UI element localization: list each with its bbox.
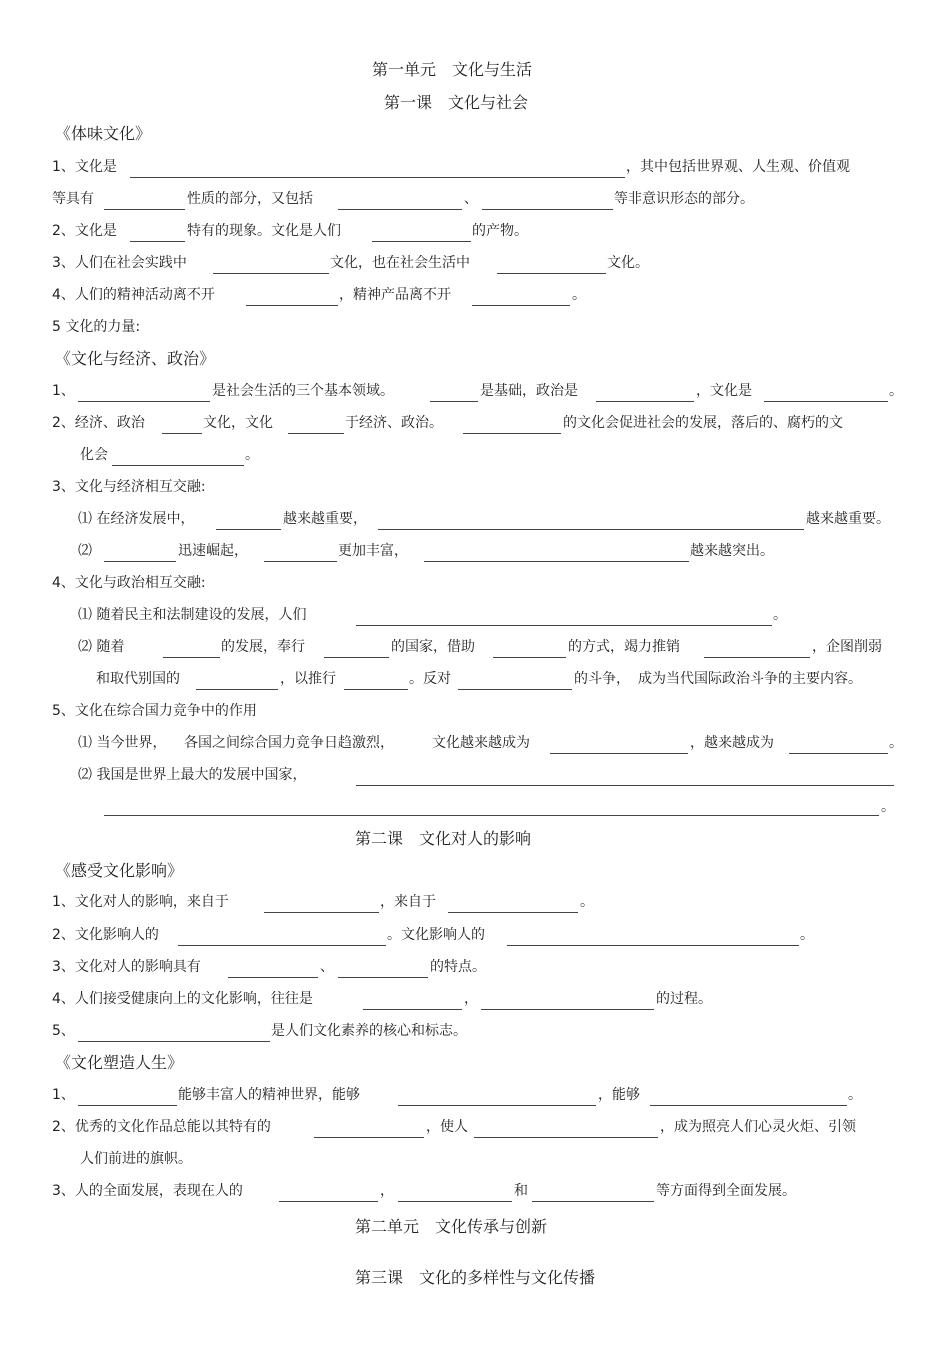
answer-blank[interactable] <box>398 1105 596 1106</box>
question-text: ⑴ 随着民主和法制建设的发展，人们 <box>78 607 307 623</box>
question-text: 是基础，政治是 <box>480 383 578 399</box>
question-text: 5 文化的力量: <box>52 319 141 335</box>
answer-blank[interactable] <box>474 1137 658 1138</box>
answer-blank[interactable] <box>288 433 344 434</box>
answer-blank[interactable] <box>463 433 561 434</box>
unit2-title: 第二单元 文化传承与创新 <box>355 1217 548 1236</box>
answer-blank[interactable] <box>213 273 329 274</box>
answer-blank[interactable] <box>112 465 244 466</box>
question-text: ⑴ 当今世界， <box>78 735 167 751</box>
question-text: 2、文化是 <box>52 223 117 239</box>
question-text: 性质的部分，又包括 <box>187 191 313 207</box>
answer-blank[interactable] <box>228 977 318 978</box>
question-text: 。 <box>245 447 259 463</box>
question-text: 文化越来越成为 <box>432 735 530 751</box>
question-text: 2、文化影响人的 <box>52 927 159 943</box>
question-text: 的产物。 <box>472 223 528 239</box>
question-text: 的斗争， <box>574 671 630 687</box>
question-text: 各国之间综合国力竞争日趋激烈， <box>184 735 394 751</box>
section-heading: 《体味文化》 <box>55 124 152 143</box>
question-text: ，来自于 <box>380 894 436 910</box>
question-text: 文化，也在社会生活中 <box>330 255 470 271</box>
question-text: 化会 <box>80 447 108 463</box>
question-text: 。文化影响人的 <box>387 927 485 943</box>
question-text: 越来越重要。 <box>806 511 890 527</box>
question-text: 1、 <box>52 1087 75 1103</box>
answer-blank[interactable] <box>196 689 278 690</box>
question-text: 特有的现象。文化是人们 <box>187 223 341 239</box>
answer-blank[interactable] <box>532 1201 654 1202</box>
question-text: 等具有 <box>52 191 94 207</box>
answer-blank[interactable] <box>550 753 688 754</box>
question-text: 4、人们的精神活动离不开 <box>52 287 215 303</box>
answer-blank[interactable] <box>378 529 804 530</box>
question-text: ，能够 <box>598 1087 640 1103</box>
question-text: 于经济、政治。 <box>345 415 443 431</box>
question-text: ⑵ 随着 <box>78 639 125 655</box>
question-text: 4、人们接受健康向上的文化影响，往往是 <box>52 991 313 1007</box>
question-text: 越来越重要， <box>283 511 367 527</box>
question-text: ，以推行 <box>280 671 336 687</box>
question-text: 。 <box>572 287 586 303</box>
question-text: ，企图削弱 <box>812 639 882 655</box>
question-text: ，其中包括世界观、人生观、价值观 <box>626 159 850 175</box>
answer-blank[interactable] <box>344 689 408 690</box>
answer-blank[interactable] <box>704 657 810 658</box>
question-text: 和取代别国的 <box>96 671 180 687</box>
lesson2-title: 第二课 文化对人的影响 <box>355 829 532 848</box>
question-text: 。 <box>889 735 903 751</box>
question-text: 。 <box>889 383 903 399</box>
answer-blank[interactable] <box>789 753 888 754</box>
question-text: 等方面得到全面发展。 <box>656 1183 796 1199</box>
question-text: ，成为照亮人们心灵火炬、引领 <box>660 1119 856 1135</box>
answer-blank[interactable] <box>448 912 578 913</box>
question-text: 、 <box>464 191 478 207</box>
question-text: 。 <box>881 799 895 815</box>
question-text: ， <box>380 1183 394 1199</box>
question-text: 的方式，竭力推销 <box>568 639 680 655</box>
answer-blank[interactable] <box>356 785 894 786</box>
question-text: 的特点。 <box>430 959 486 975</box>
answer-blank[interactable] <box>481 1009 654 1010</box>
question-text: 。反对 <box>409 671 451 687</box>
answer-blank[interactable] <box>596 401 694 402</box>
question-text: 3、文化与经济相互交融: <box>52 479 206 495</box>
question-text: ，精神产品离不开 <box>339 287 451 303</box>
question-text: 1、文化对人的影响，来自于 <box>52 894 229 910</box>
answer-blank[interactable] <box>356 625 772 626</box>
question-text: 。 <box>580 894 594 910</box>
question-text: 5、文化在综合国力竞争中的作用 <box>52 703 257 719</box>
section-heading: 《文化与经济、政治》 <box>55 349 216 368</box>
answer-blank[interactable] <box>338 977 428 978</box>
answer-blank[interactable] <box>264 912 379 913</box>
answer-blank[interactable] <box>78 401 210 402</box>
answer-blank[interactable] <box>178 945 386 946</box>
question-text: 。 <box>800 927 814 943</box>
question-text: ⑴ 在经济发展中， <box>78 511 195 527</box>
question-text: 3、文化对人的影响具有 <box>52 959 201 975</box>
answer-blank[interactable] <box>130 177 625 178</box>
question-text: 5、 <box>52 1023 75 1039</box>
question-text: 人们前进的旗帜。 <box>80 1151 192 1167</box>
question-text: ⑵ 我国是世界上最大的发展中国家， <box>78 767 307 783</box>
question-text: 3、人们在社会实践中 <box>52 255 187 271</box>
unit1-title: 第一单元 文化与生活 <box>372 60 533 79</box>
answer-blank[interactable] <box>324 657 389 658</box>
answer-blank[interactable] <box>650 1105 847 1106</box>
question-text: 文化。 <box>607 255 649 271</box>
answer-blank[interactable] <box>398 1201 512 1202</box>
question-text: 。 <box>848 1087 862 1103</box>
question-text: 2、经济、政治 <box>52 415 145 431</box>
question-text: ，使人 <box>426 1119 468 1135</box>
question-text: 3、人的全面发展，表现在人的 <box>52 1183 243 1199</box>
answer-blank[interactable] <box>472 305 570 306</box>
question-text: 1、 <box>52 383 75 399</box>
answer-blank[interactable] <box>430 401 478 402</box>
section-heading: 《文化塑造人生》 <box>55 1053 184 1072</box>
question-text: 是人们文化素养的核心和标志。 <box>271 1023 467 1039</box>
answer-blank[interactable] <box>482 209 613 210</box>
answer-blank[interactable] <box>314 1137 424 1138</box>
question-text: 是社会生活的三个基本领域。 <box>212 383 394 399</box>
answer-blank[interactable] <box>424 561 689 562</box>
question-text: ，越来越成为 <box>690 735 774 751</box>
question-text: 能够丰富人的精神世界，能够 <box>178 1087 360 1103</box>
answer-blank[interactable] <box>507 945 799 946</box>
question-text: 、 <box>320 959 334 975</box>
answer-blank[interactable] <box>279 1201 378 1202</box>
question-text: 迅速崛起， <box>178 543 248 559</box>
question-text: 和 <box>514 1183 528 1199</box>
question-text: 成为当代国际政治斗争的主要内容。 <box>638 671 862 687</box>
question-text: 4、文化与政治相互交融: <box>52 575 206 591</box>
question-text: 文化，文化 <box>203 415 273 431</box>
question-text: ，文化是 <box>696 383 752 399</box>
answer-blank[interactable] <box>162 433 202 434</box>
question-text: 。 <box>773 607 787 623</box>
lesson1-title: 第一课 文化与社会 <box>384 93 529 112</box>
answer-blank[interactable] <box>104 209 185 210</box>
answer-blank[interactable] <box>246 305 338 306</box>
answer-blank[interactable] <box>363 1009 462 1010</box>
answer-blank[interactable] <box>264 561 337 562</box>
question-text: 等非意识形态的部分。 <box>614 191 754 207</box>
answer-blank[interactable] <box>764 401 888 402</box>
question-text: 越来越突出。 <box>690 543 774 559</box>
answer-blank[interactable] <box>163 657 220 658</box>
answer-blank[interactable] <box>493 657 566 658</box>
question-text: 1、文化是 <box>52 159 117 175</box>
answer-blank[interactable] <box>130 241 185 242</box>
answer-blank[interactable] <box>104 815 879 816</box>
question-text: 更加丰富， <box>338 543 408 559</box>
question-text: ⑵ <box>78 543 92 559</box>
question-text: 的发展，奉行 <box>221 639 305 655</box>
answer-blank[interactable] <box>104 561 176 562</box>
answer-blank[interactable] <box>78 1105 177 1106</box>
answer-blank[interactable] <box>458 689 572 690</box>
answer-blank[interactable] <box>78 1041 270 1042</box>
question-text: 的文化会促进社会的发展，落后的、腐朽的文 <box>563 415 843 431</box>
answer-blank[interactable] <box>338 209 462 210</box>
answer-blank[interactable] <box>497 273 606 274</box>
question-text: 的过程。 <box>656 991 712 1007</box>
question-text: 2、优秀的文化作品总能以其特有的 <box>52 1119 271 1135</box>
answer-blank[interactable] <box>216 529 281 530</box>
section-heading: 《感受文化影响》 <box>55 861 184 880</box>
question-text: 的国家，借助 <box>391 639 475 655</box>
lesson3-title: 第三课 文化的多样性与文化传播 <box>355 1268 596 1287</box>
answer-blank[interactable] <box>372 241 471 242</box>
question-text: ， <box>464 991 478 1007</box>
